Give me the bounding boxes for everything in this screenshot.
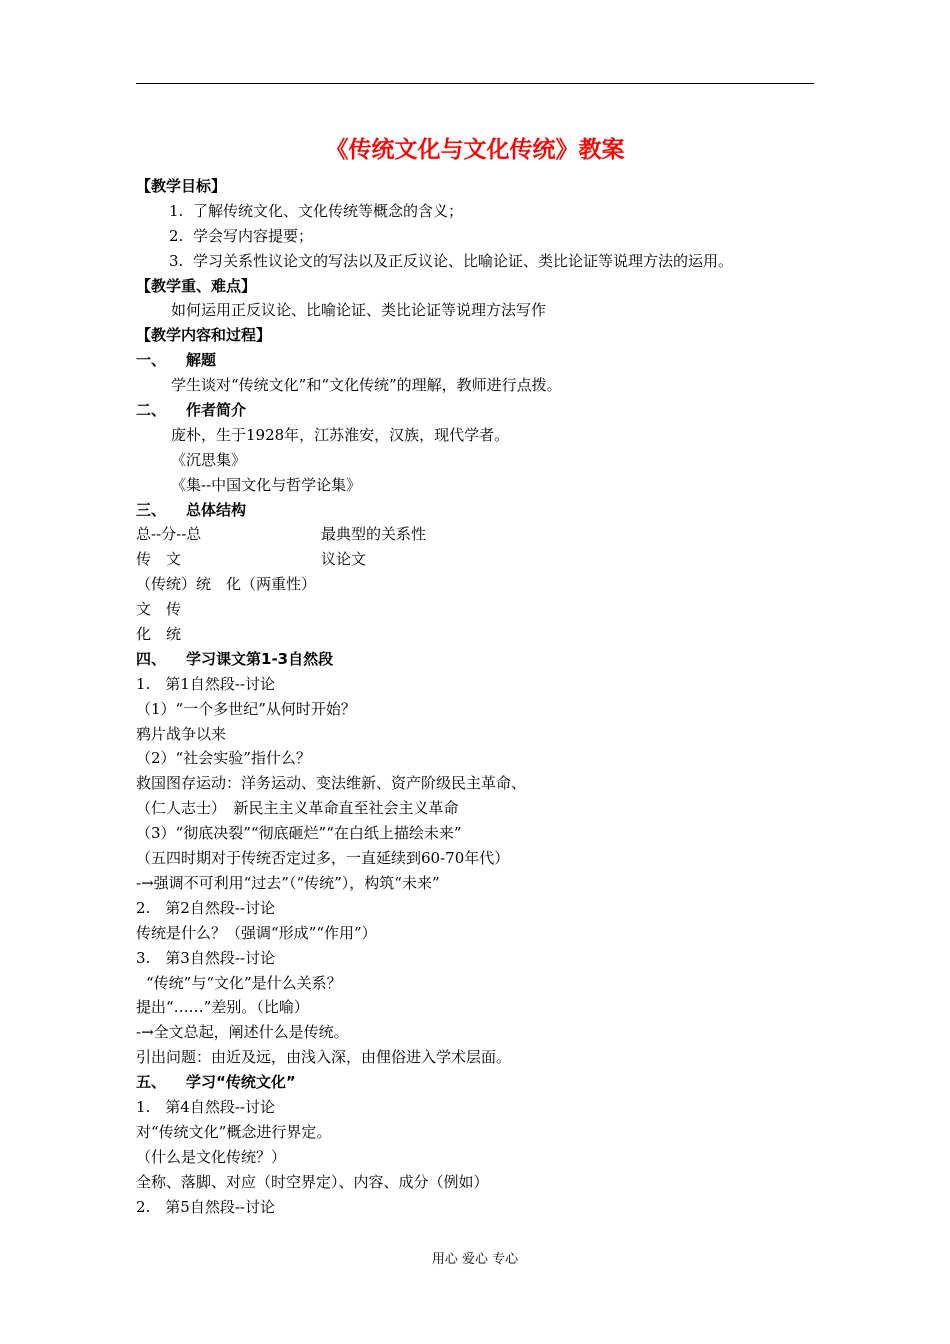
- goal-item: 2. 学会写内容提要；: [169, 226, 314, 245]
- key-heading: 【教学重、难点】: [136, 276, 257, 295]
- process-heading: 【教学内容和过程】: [136, 326, 272, 345]
- body-line: 鸦片战争以来: [136, 724, 227, 743]
- section-text: 学生谈对“传统文化”和“文化传统”的理解，教师进行点拨。: [171, 376, 562, 395]
- body-line: 传统是什么？（强调“形成”“作用”）: [136, 923, 377, 942]
- body-line: 对“传统文化”概念进行界定。: [136, 1122, 332, 1141]
- section-heading: 五、 学习“传统文化”: [136, 1073, 296, 1092]
- body-line: “传统”与“文化”是什么关系？: [146, 973, 342, 992]
- body-line: 救国图存运动：洋务运动、变法维新、资产阶级民主革命、: [136, 774, 527, 793]
- body-line: 1. 第4自然段--讨论: [136, 1097, 275, 1116]
- header-rule: [136, 83, 814, 84]
- body-line: （1）“一个多世纪”从何时开始？: [136, 699, 356, 718]
- body-line: （仁人志士） 新民主主义革命直至社会主义革命: [136, 799, 459, 818]
- body-line: 引出问题：由近及远，由浅入深，由俚俗进入学术层面。: [136, 1048, 512, 1067]
- body-line: （3）“彻底决裂”“彻底砸烂”“在白纸上描绘未来”: [136, 824, 462, 843]
- structure-row: 文 传: [136, 600, 182, 619]
- page-footer: 用心 爱心 专心: [431, 1252, 519, 1267]
- section-heading: 三、 总体结构: [136, 500, 247, 519]
- body-line: 3. 第3自然段--讨论: [136, 948, 275, 967]
- document-title: 《传统文化与文化传统》教案: [325, 137, 625, 163]
- structure-row: （传统）统 化（两重性）: [136, 575, 317, 594]
- book-title: 《沉思集》: [171, 450, 247, 469]
- body-line: 全称、落脚、对应（时空界定）、内容、成分（例如）: [136, 1172, 489, 1191]
- body-line: （五四时期对于传统否定过多，一直延续到60-70年代）: [136, 849, 510, 868]
- structure-row: 总--分--总 最典型的关系性: [136, 525, 427, 544]
- structure-row: 传 文 议论文: [136, 550, 367, 569]
- section-heading: 四、 学习课文第1-3自然段: [136, 649, 334, 668]
- key-text: 如何运用正反议论、比喻论证、类比论证等说理方法写作: [171, 301, 547, 320]
- body-line: （什么是文化传统？）: [136, 1147, 287, 1166]
- body-line: 提出“……”差别。（比喻）: [136, 998, 309, 1017]
- goal-item: 3. 学习关系性议论文的写法以及正反议论、比喻论证、类比论证等说理方法的运用。: [169, 251, 734, 270]
- document-body: [136, 174, 826, 1219]
- section-heading: 一、 解题: [136, 351, 217, 370]
- author-line: 庞朴，生于1928年，江苏淮安，汉族，现代学者。: [171, 425, 510, 444]
- goal-item: 1. 了解传统文化、文化传统等概念的含义；: [169, 201, 464, 220]
- body-line: 1. 第1自然段--讨论: [136, 674, 275, 693]
- book-title: 《集--中国文化与哲学论集》: [171, 475, 362, 494]
- goals-heading: 【教学目标】: [136, 177, 227, 195]
- structure-row: 化 统: [136, 625, 182, 644]
- body-line: 2. 第2自然段--讨论: [136, 898, 275, 917]
- body-line: -→强调不可利用“过去”（“传统”），构筑“未来”: [136, 873, 440, 892]
- body-line: 2. 第5自然段--讨论: [136, 1197, 275, 1216]
- body-line: -→全文总起，阐述什么是传统。: [136, 1023, 349, 1042]
- section-heading: 二、 作者简介: [136, 401, 247, 420]
- body-line: （2）“社会实验”指什么？: [136, 749, 311, 768]
